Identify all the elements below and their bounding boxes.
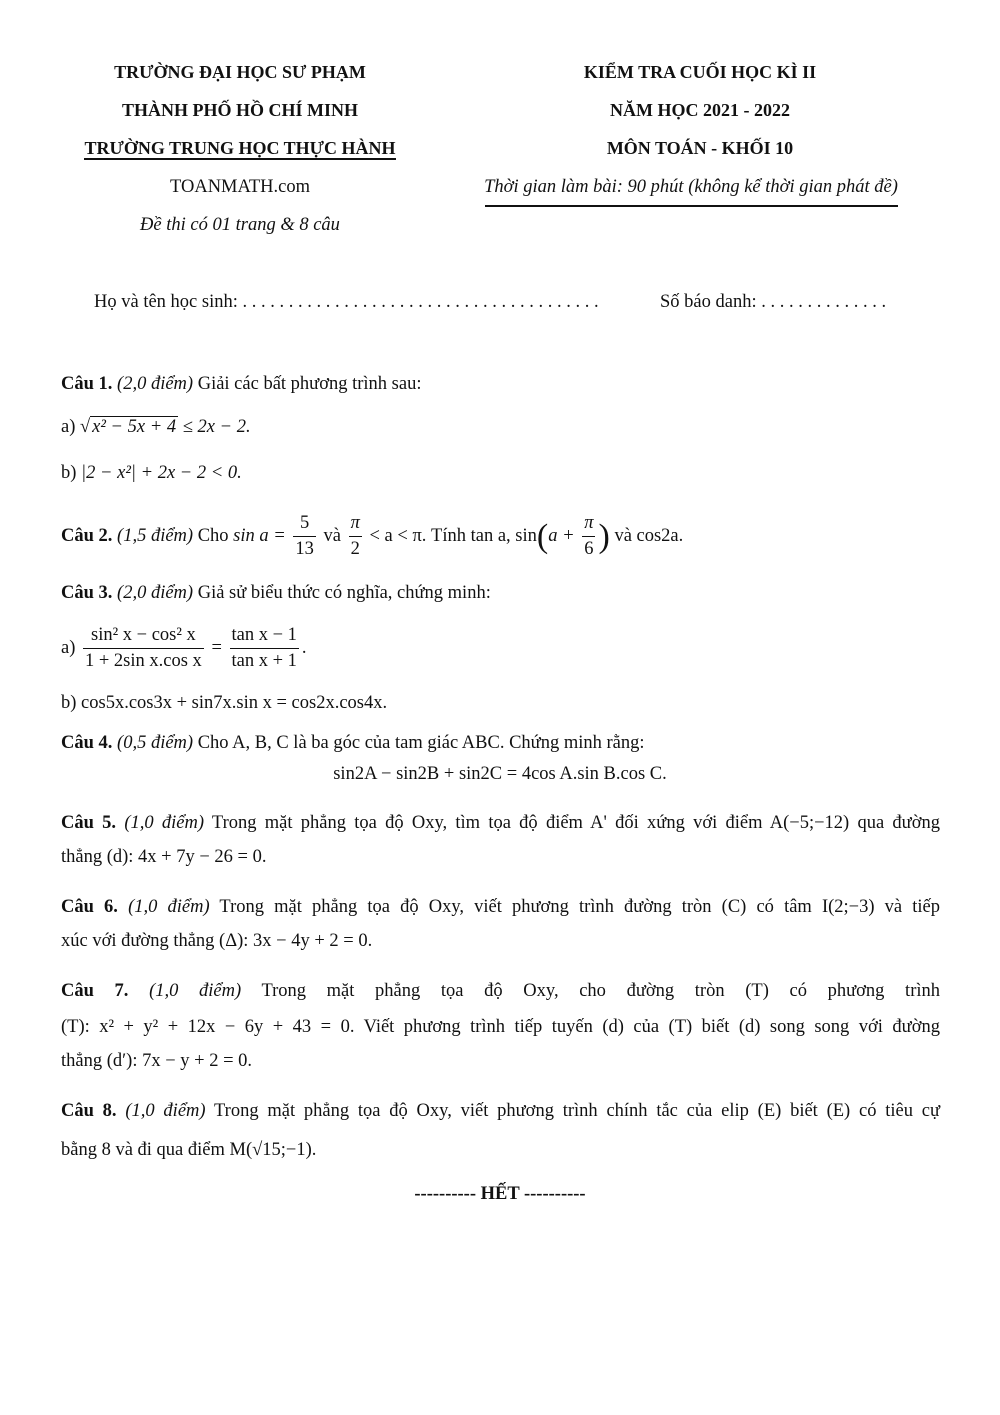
exam-title: KIỂM TRA CUỐI HỌC KÌ II <box>583 62 817 82</box>
tail-text: và cos2a. <box>609 526 684 546</box>
question-6-line2: xúc với đường thẳng (Δ): 3x − 4y + 2 = 0. <box>61 931 373 951</box>
inequality-rhs: ≤ 2x − 2. <box>178 417 251 437</box>
question-label: Câu 8. <box>61 1101 117 1121</box>
question-1 <box>61 367 940 401</box>
question-text: Giả sử biểu thức có nghĩa, chứng minh: <box>193 583 491 603</box>
sqrt-expression: √ x² − 5x + 4 <box>80 417 177 437</box>
numerator: π <box>349 511 362 537</box>
question-points: (2,0 điểm) <box>117 583 194 603</box>
identity: cos5x.cos3x + sin7x.sin x = cos2x.cos4x. <box>81 693 388 713</box>
question-3b <box>61 686 940 720</box>
and-word: và <box>323 526 341 546</box>
denominator: 1 + 2sin x.cos x <box>85 651 202 672</box>
school-name-line3 <box>63 138 417 159</box>
question-1b <box>61 456 940 490</box>
question-label: Câu 7. <box>61 981 129 1001</box>
question-points: (1,0 điểm) <box>124 813 204 833</box>
question-label: Câu 4. <box>61 733 113 753</box>
question-7 <box>61 974 940 1008</box>
radicand: x² − 5x + 4 <box>92 417 177 437</box>
question-5 <box>61 806 940 840</box>
item-label: a) <box>61 417 76 437</box>
question-text: Trong mặt phẳng tọa độ Oxy, viết phương trình chính tắc của elip (E) biết (E) có tiêu cự <box>205 1101 941 1121</box>
question-text: Giải các bất phương trình sau: <box>193 374 422 394</box>
question-label: Câu 5. <box>61 813 117 833</box>
subject-grade: MÔN TOÁN - KHỐI 10 <box>606 138 794 158</box>
question-1a <box>61 410 940 444</box>
question-label: Câu 2. <box>61 526 113 546</box>
pages-note: Đề thi có 01 trang & 8 câu <box>140 215 340 235</box>
numerator: 5 <box>293 511 316 537</box>
question-points: (1,0 điểm) <box>128 897 210 917</box>
question-5-line2: thẳng (d): 4x + 7y − 26 = 0. <box>61 847 267 867</box>
question-7-line3: thẳng (d′): 7x − y + 2 = 0. <box>61 1051 253 1071</box>
item-label: a) <box>61 638 76 658</box>
question-2 <box>61 510 940 562</box>
item-label: b) <box>61 463 77 483</box>
question-points: (1,0 điểm) <box>149 981 242 1001</box>
header-rule <box>485 205 898 207</box>
denominator: 6 <box>584 539 594 560</box>
fraction-5-13 <box>293 511 316 562</box>
fraction-pi-6 <box>582 511 595 562</box>
question-text: Cho A, B, C là ba góc của tam giác ABC. Chứng minh rằng: <box>193 733 645 753</box>
question-points: (1,5 điểm) <box>117 526 194 546</box>
sin-a: sin a = <box>233 526 286 546</box>
question-text: Trong mặt phẳng tọa độ Oxy, tìm tọa độ điểm A' đối xứng với điểm A(−5;−12) qua đường <box>203 813 940 833</box>
denominator: 13 <box>295 539 314 560</box>
school-name-line3-text: TRƯỜNG TRUNG HỌC THỰC HÀNH <box>84 138 396 158</box>
numerator: π <box>582 511 595 537</box>
question-points: (0,5 điểm) <box>117 733 194 753</box>
question-label: Câu 3. <box>61 583 113 603</box>
question-text: Cho <box>193 526 229 546</box>
question-7-line2: (T): x² + y² + 12x − 6y + 43 = 0. Viết phương trình tiếp tuyến (d) của (T) biết (d) song song với đường <box>61 1017 940 1037</box>
fraction-right <box>230 623 299 674</box>
end-marker: ---------- HẾT ---------- <box>414 1184 586 1204</box>
question-3a: a) $\frac{\text{sin² x − cos² x}}{\text{1 + 2sin x.cos x}}$ = $\frac{\text{tan x − 1}}{\text{tan x + 1}}$ . <box>61 622 940 674</box>
student-name-field: Họ và tên học sinh: . . . . . . . . . . . . . . . . . . . . . . . . . . . . . . . . . . . . . . . <box>94 292 599 312</box>
paren-open: ( <box>536 517 549 555</box>
numerator: tan x − 1 <box>230 623 299 649</box>
school-name-line2: THÀNH PHỐ HỒ CHÍ MINH <box>121 100 358 120</box>
question-4-identity: sin2A − sin2B + sin2C = 4cos A.sin B.cos C. <box>333 764 667 784</box>
fraction-left <box>83 623 204 674</box>
question-label: Câu 6. <box>61 897 118 917</box>
denominator: 2 <box>350 539 360 560</box>
question-8 <box>61 1094 940 1128</box>
fraction-pi-2 <box>349 511 362 562</box>
numerator: sin² x − cos² x <box>83 623 204 649</box>
question-points: (1,0 điểm) <box>125 1101 206 1121</box>
question-8-line2: bằng 8 và đi qua điểm M(√15;−1). <box>61 1140 317 1160</box>
question-4 <box>61 726 940 760</box>
question-label: Câu 1. <box>61 374 113 394</box>
question-text: Trong mặt phẳng tọa độ Oxy, cho đường tròn (T) có phương trình <box>241 981 941 1001</box>
denominator: tan x + 1 <box>231 651 297 672</box>
question-6 <box>61 890 940 924</box>
time-note: Thời gian làm bài: 90 phút (không kể thời gian phát đề) <box>484 177 898 197</box>
student-id-field: Số báo danh: . . . . . . . . . . . . . . <box>660 292 887 312</box>
site-name: TOANMATH.com <box>170 177 310 197</box>
school-name-line1: TRƯỜNG ĐẠI HỌC SƯ PHẠM <box>114 62 366 82</box>
question-points: (2,0 điểm) <box>117 374 194 394</box>
item-label: b) <box>61 693 77 713</box>
question-text: Trong mặt phẳng tọa độ Oxy, viết phương trình đường tròn (C) có tâm I(2;−3) và tiếp <box>209 897 940 917</box>
question-3 <box>61 576 940 610</box>
paren-close: ) <box>598 517 610 555</box>
inequality: |2 − x²| + 2x − 2 < 0. <box>81 463 242 483</box>
school-year: NĂM HỌC 2021 - 2022 <box>610 100 790 120</box>
range-text: < a < π. Tính tan a, sin <box>369 526 537 546</box>
inner-expr: a + <box>548 526 580 546</box>
